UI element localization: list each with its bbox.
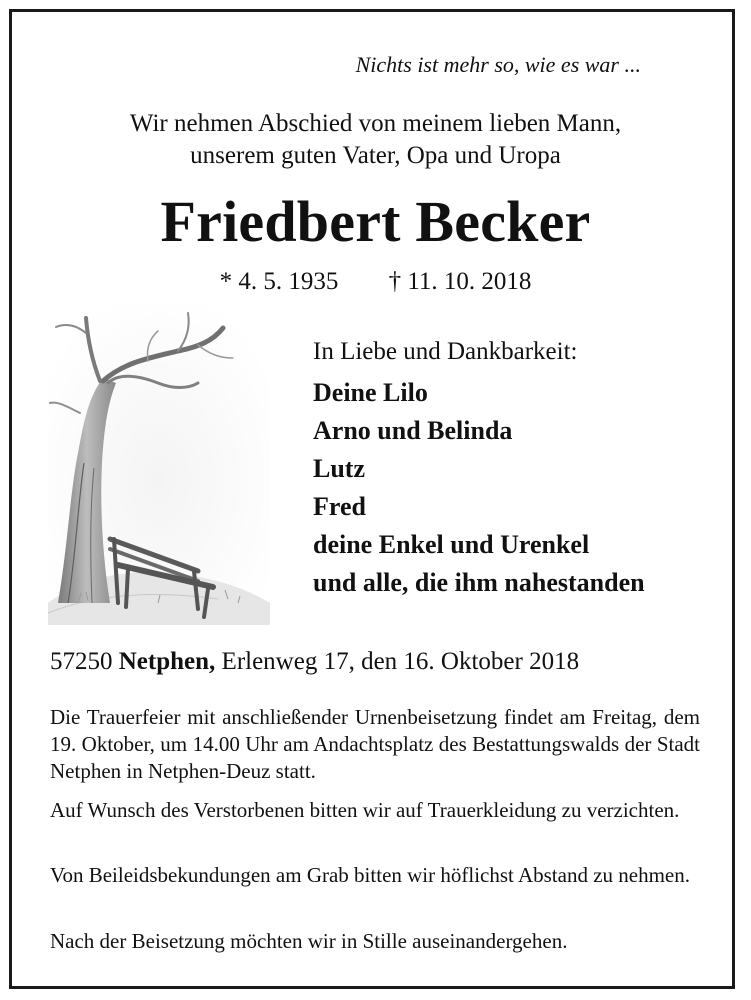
life-dates — [0, 268, 751, 296]
mourner-name: und alle, die ihm nahestanden — [313, 568, 645, 597]
mourner-name: Deine Lilo — [313, 378, 428, 407]
mourners-lead: In Liebe und Dankbarkeit: — [313, 338, 578, 365]
postcode: 57250 — [50, 648, 113, 675]
attire-paragraph: Auf Wunsch des Verstorbenen bitten wir auf Trauerkleidung zu verzichten. — [50, 798, 680, 822]
intro-line-1: Wir nehmen Abschied von meinem lieben Mann, — [129, 110, 622, 137]
motto: Nichts ist mehr so, wie es war ... — [355, 52, 641, 77]
address-line — [50, 648, 579, 676]
address-rest: Erlenweg 17, den 16. Oktober 2018 — [221, 648, 580, 675]
intro-text — [0, 108, 751, 172]
mourner-name: Fred — [313, 492, 366, 521]
mourner-name: deine Enkel und Urenkel — [313, 530, 590, 559]
mourner-name: Arno und Belinda — [313, 416, 513, 445]
mourner-name: Lutz — [313, 454, 365, 483]
birth-date: * 4. 5. 1935 — [219, 268, 339, 295]
deceased-name: Friedbert Becker — [160, 189, 591, 254]
city: Netphen, — [118, 648, 216, 675]
funeral-info-paragraph: Die Trauerfeier mit anschließender Urnenbeisetzung findet am Freitag, dem 19. Oktober, um 14.00 Uhr am Andachtsplatz des Bestattungswalds der Stadt Netphen in Netphen-Deuz statt. — [50, 705, 700, 783]
tree-and-bench-drawing — [48, 303, 270, 625]
closing-paragraph: Nach der Beisetzung möchten wir in Stille auseinandergehen. — [50, 929, 568, 953]
death-date: † 11. 10. 2018 — [388, 268, 532, 295]
condolence-paragraph: Von Beileidsbekundungen am Grab bitten wir höflichst Abstand zu nehmen. — [50, 863, 690, 887]
intro-line-2: unserem guten Vater, Opa und Uropa — [190, 142, 561, 169]
mourners-block — [313, 338, 645, 602]
